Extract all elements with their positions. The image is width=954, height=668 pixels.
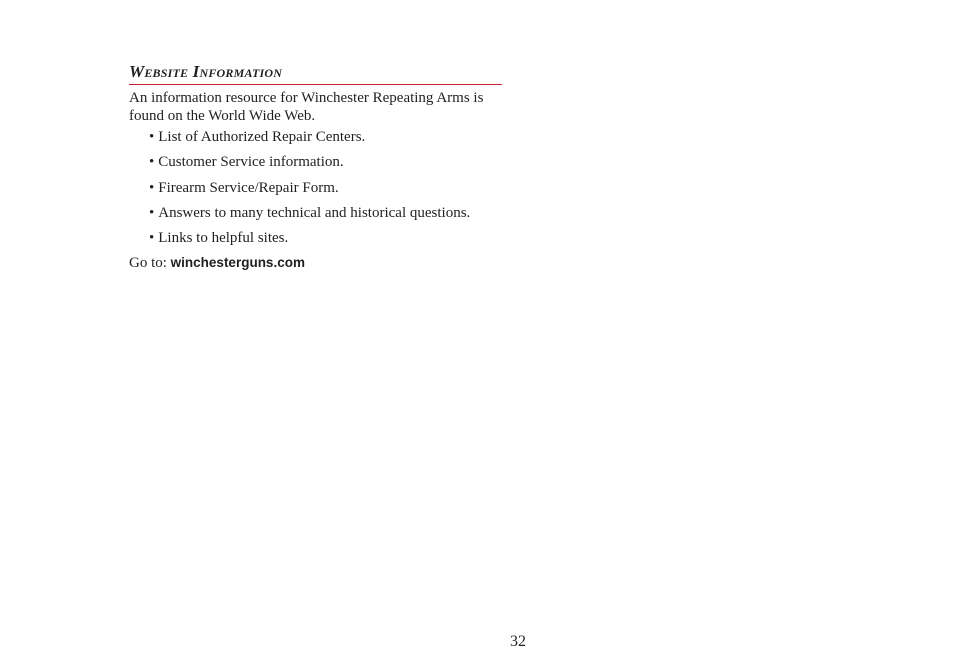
website-link[interactable]: winchesterguns.com — [170, 255, 305, 271]
bullet-icon: • — [149, 129, 155, 145]
list-item-text: Customer Service information. — [158, 154, 344, 171]
goto-line — [129, 254, 502, 272]
list-item — [149, 128, 502, 146]
list-item-text: List of Authorized Repair Centers. — [158, 129, 366, 145]
bullet-icon: • — [149, 154, 155, 171]
list-item — [149, 204, 502, 222]
list-item — [149, 229, 502, 247]
bullet-icon: • — [149, 204, 155, 221]
section-heading: Website Information — [129, 62, 502, 85]
bullet-icon: • — [149, 179, 155, 196]
list-item-text: Links to helpful sites. — [158, 230, 289, 247]
intro-paragraph: An information resource for Winchester Repeating Arms is found on the World Wide Web. — [129, 90, 484, 124]
bullet-icon: • — [149, 230, 155, 247]
list-item-text: Firearm Service/Repair Form. — [158, 179, 339, 196]
page-number: 32 — [510, 633, 526, 650]
goto-label: Go to: — [129, 255, 167, 272]
website-information-section — [129, 62, 502, 272]
list-item — [149, 179, 502, 197]
list-item-text: Answers to many technical and historical questions. — [158, 204, 471, 221]
bullet-list — [129, 128, 502, 247]
list-item — [149, 153, 502, 171]
